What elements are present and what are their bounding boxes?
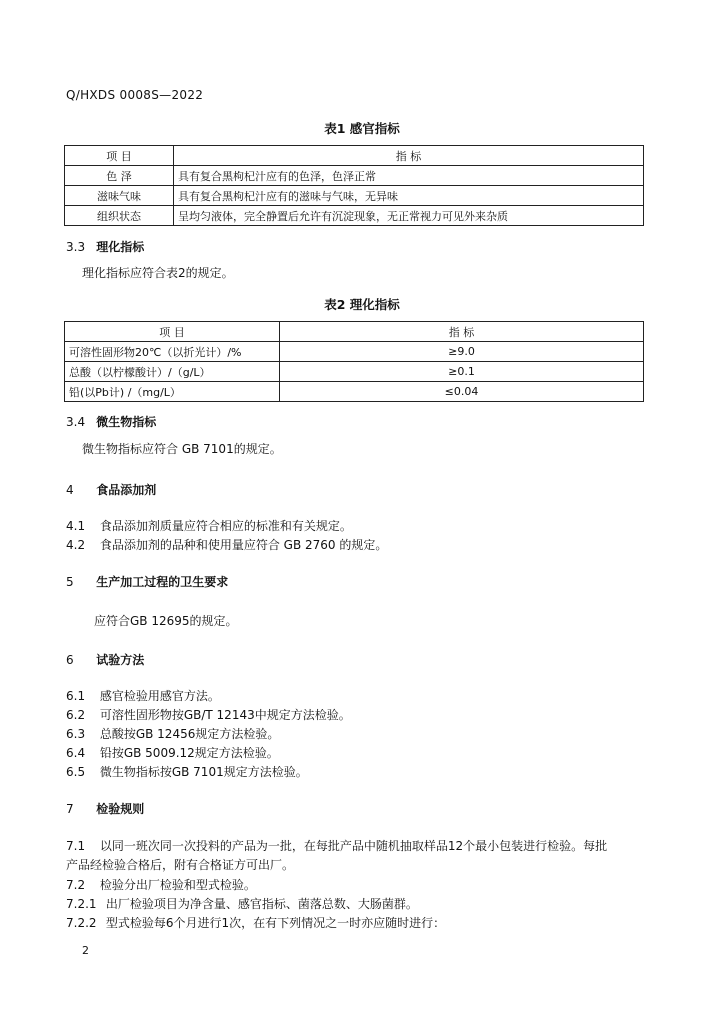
item-text: 可溶性固形物按GB/T 12143中规定方法检验。	[99, 708, 351, 722]
list-item	[66, 744, 279, 761]
item-number: 6.1	[66, 689, 86, 703]
table-row	[65, 206, 644, 226]
item-number: 4.2	[66, 538, 86, 552]
table1-sensory	[64, 145, 644, 226]
section-3-4-body: 微生物指标应符合 GB 7101的规定。	[82, 442, 282, 456]
list-item	[66, 517, 352, 534]
item-number: 6.2	[66, 708, 86, 722]
item-number: 7.1	[66, 839, 86, 853]
section-4-heading	[66, 481, 156, 498]
table-cell-value: ≤0.04	[280, 382, 644, 402]
section-6-heading	[66, 651, 144, 668]
table-row	[65, 342, 644, 362]
section-number: 3.4	[66, 415, 86, 429]
table-cell-item: 组织状态	[65, 206, 174, 226]
section-number: 6	[66, 653, 74, 667]
item-number: 7.2	[66, 878, 86, 892]
paragraph-7-1	[66, 837, 607, 854]
table-cell-value: ≥9.0	[280, 342, 644, 362]
table-cell-item: 色 泽	[65, 166, 174, 186]
item-number: 4.1	[66, 519, 86, 533]
item-text: 微生物指标按GB 7101规定方法检验。	[99, 765, 308, 779]
item-text: 感官检验用感官方法。	[99, 689, 220, 703]
item-number: 6.4	[66, 746, 86, 760]
table-header-index: 指 标	[174, 146, 644, 166]
document-code: Q/HXDS 0008S—2022	[66, 88, 204, 102]
section-number: 7	[66, 802, 74, 816]
table2-physicochemical	[64, 321, 644, 402]
section-5-body: 应符合GB 12695的规定。	[94, 614, 238, 628]
section-title: 生产加工过程的卫生要求	[96, 575, 229, 589]
table-row	[65, 166, 644, 186]
section-number: 5	[66, 575, 74, 589]
item-number: 6.3	[66, 727, 86, 741]
section-title: 试验方法	[96, 653, 145, 667]
table-header-row	[65, 146, 644, 166]
item-text: 检验分出厂检验和型式检验。	[99, 878, 256, 892]
table-header-item: 项 目	[65, 322, 280, 342]
section-title: 食品添加剂	[96, 483, 157, 497]
paragraph-7-2-2	[66, 914, 445, 931]
item-text: 铅按GB 5009.12规定方法检验。	[99, 746, 279, 760]
page-number: 2	[82, 944, 89, 957]
section-3-4-heading	[66, 413, 156, 430]
section-3-3-body: 理化指标应符合表2的规定。	[82, 266, 234, 280]
paragraph-7-1-continued: 产品经检验合格后，附有合格证方可出厂。	[66, 858, 295, 872]
section-number: 4	[66, 483, 74, 497]
section-3-3-heading	[66, 238, 144, 255]
section-5-heading	[66, 573, 228, 590]
table-cell-item: 可溶性固形物20℃（以折光计）/%	[65, 342, 280, 362]
list-item	[66, 725, 279, 742]
item-number: 6.5	[66, 765, 86, 779]
section-title: 微生物指标	[96, 415, 157, 429]
item-text: 以同一班次同一次投料的产品为一批，在每批产品中随机抽取样品12个最小包装进行检验。每批	[99, 839, 608, 853]
table-header-index: 指 标	[280, 322, 644, 342]
table-cell-item: 总酸（以柠檬酸计）/（g/L）	[65, 362, 280, 382]
table2-title: 表2 理化指标	[324, 297, 400, 312]
section-7-heading	[66, 800, 144, 817]
table-header-item: 项 目	[65, 146, 174, 166]
list-item	[66, 536, 387, 553]
list-item	[66, 763, 308, 780]
paragraph-7-2-1	[66, 895, 418, 912]
table-cell-item: 铅(以Pb计) /（mg/L）	[65, 382, 280, 402]
item-text: 总酸按GB 12456规定方法检验。	[99, 727, 280, 741]
table-row	[65, 186, 644, 206]
section-title: 检验规则	[96, 802, 145, 816]
item-text: 食品添加剂的品种和使用量应符合 GB 2760 的规定。	[99, 538, 388, 552]
item-text: 出厂检验项目为净含量、感官指标、菌落总数、大肠菌群。	[105, 897, 418, 911]
item-text: 食品添加剂质量应符合相应的标准和有关规定。	[99, 519, 352, 533]
paragraph-7-2	[66, 876, 256, 893]
list-item	[66, 706, 351, 723]
table-cell-value: 呈均匀液体，完全静置后允许有沉淀现象，无正常视力可见外来杂质	[174, 206, 644, 226]
table-cell-item: 滋味气味	[65, 186, 174, 206]
section-title: 理化指标	[96, 240, 145, 254]
item-number: 7.2.2	[66, 916, 97, 930]
table-row	[65, 382, 644, 402]
table-cell-value: ≥0.1	[280, 362, 644, 382]
item-text: 型式检验每6个月进行1次，在有下列情况之一时亦应随时进行：	[105, 916, 446, 930]
table-row	[65, 362, 644, 382]
item-number: 7.2.1	[66, 897, 97, 911]
table-cell-value: 具有复合黑枸杞汁应有的色泽，色泽正常	[174, 166, 644, 186]
table1-title: 表1 感官指标	[324, 121, 400, 136]
table-cell-value: 具有复合黑枸杞汁应有的滋味与气味，无异味	[174, 186, 644, 206]
table-header-row	[65, 322, 644, 342]
section-number: 3.3	[66, 240, 86, 254]
list-item	[66, 687, 220, 704]
